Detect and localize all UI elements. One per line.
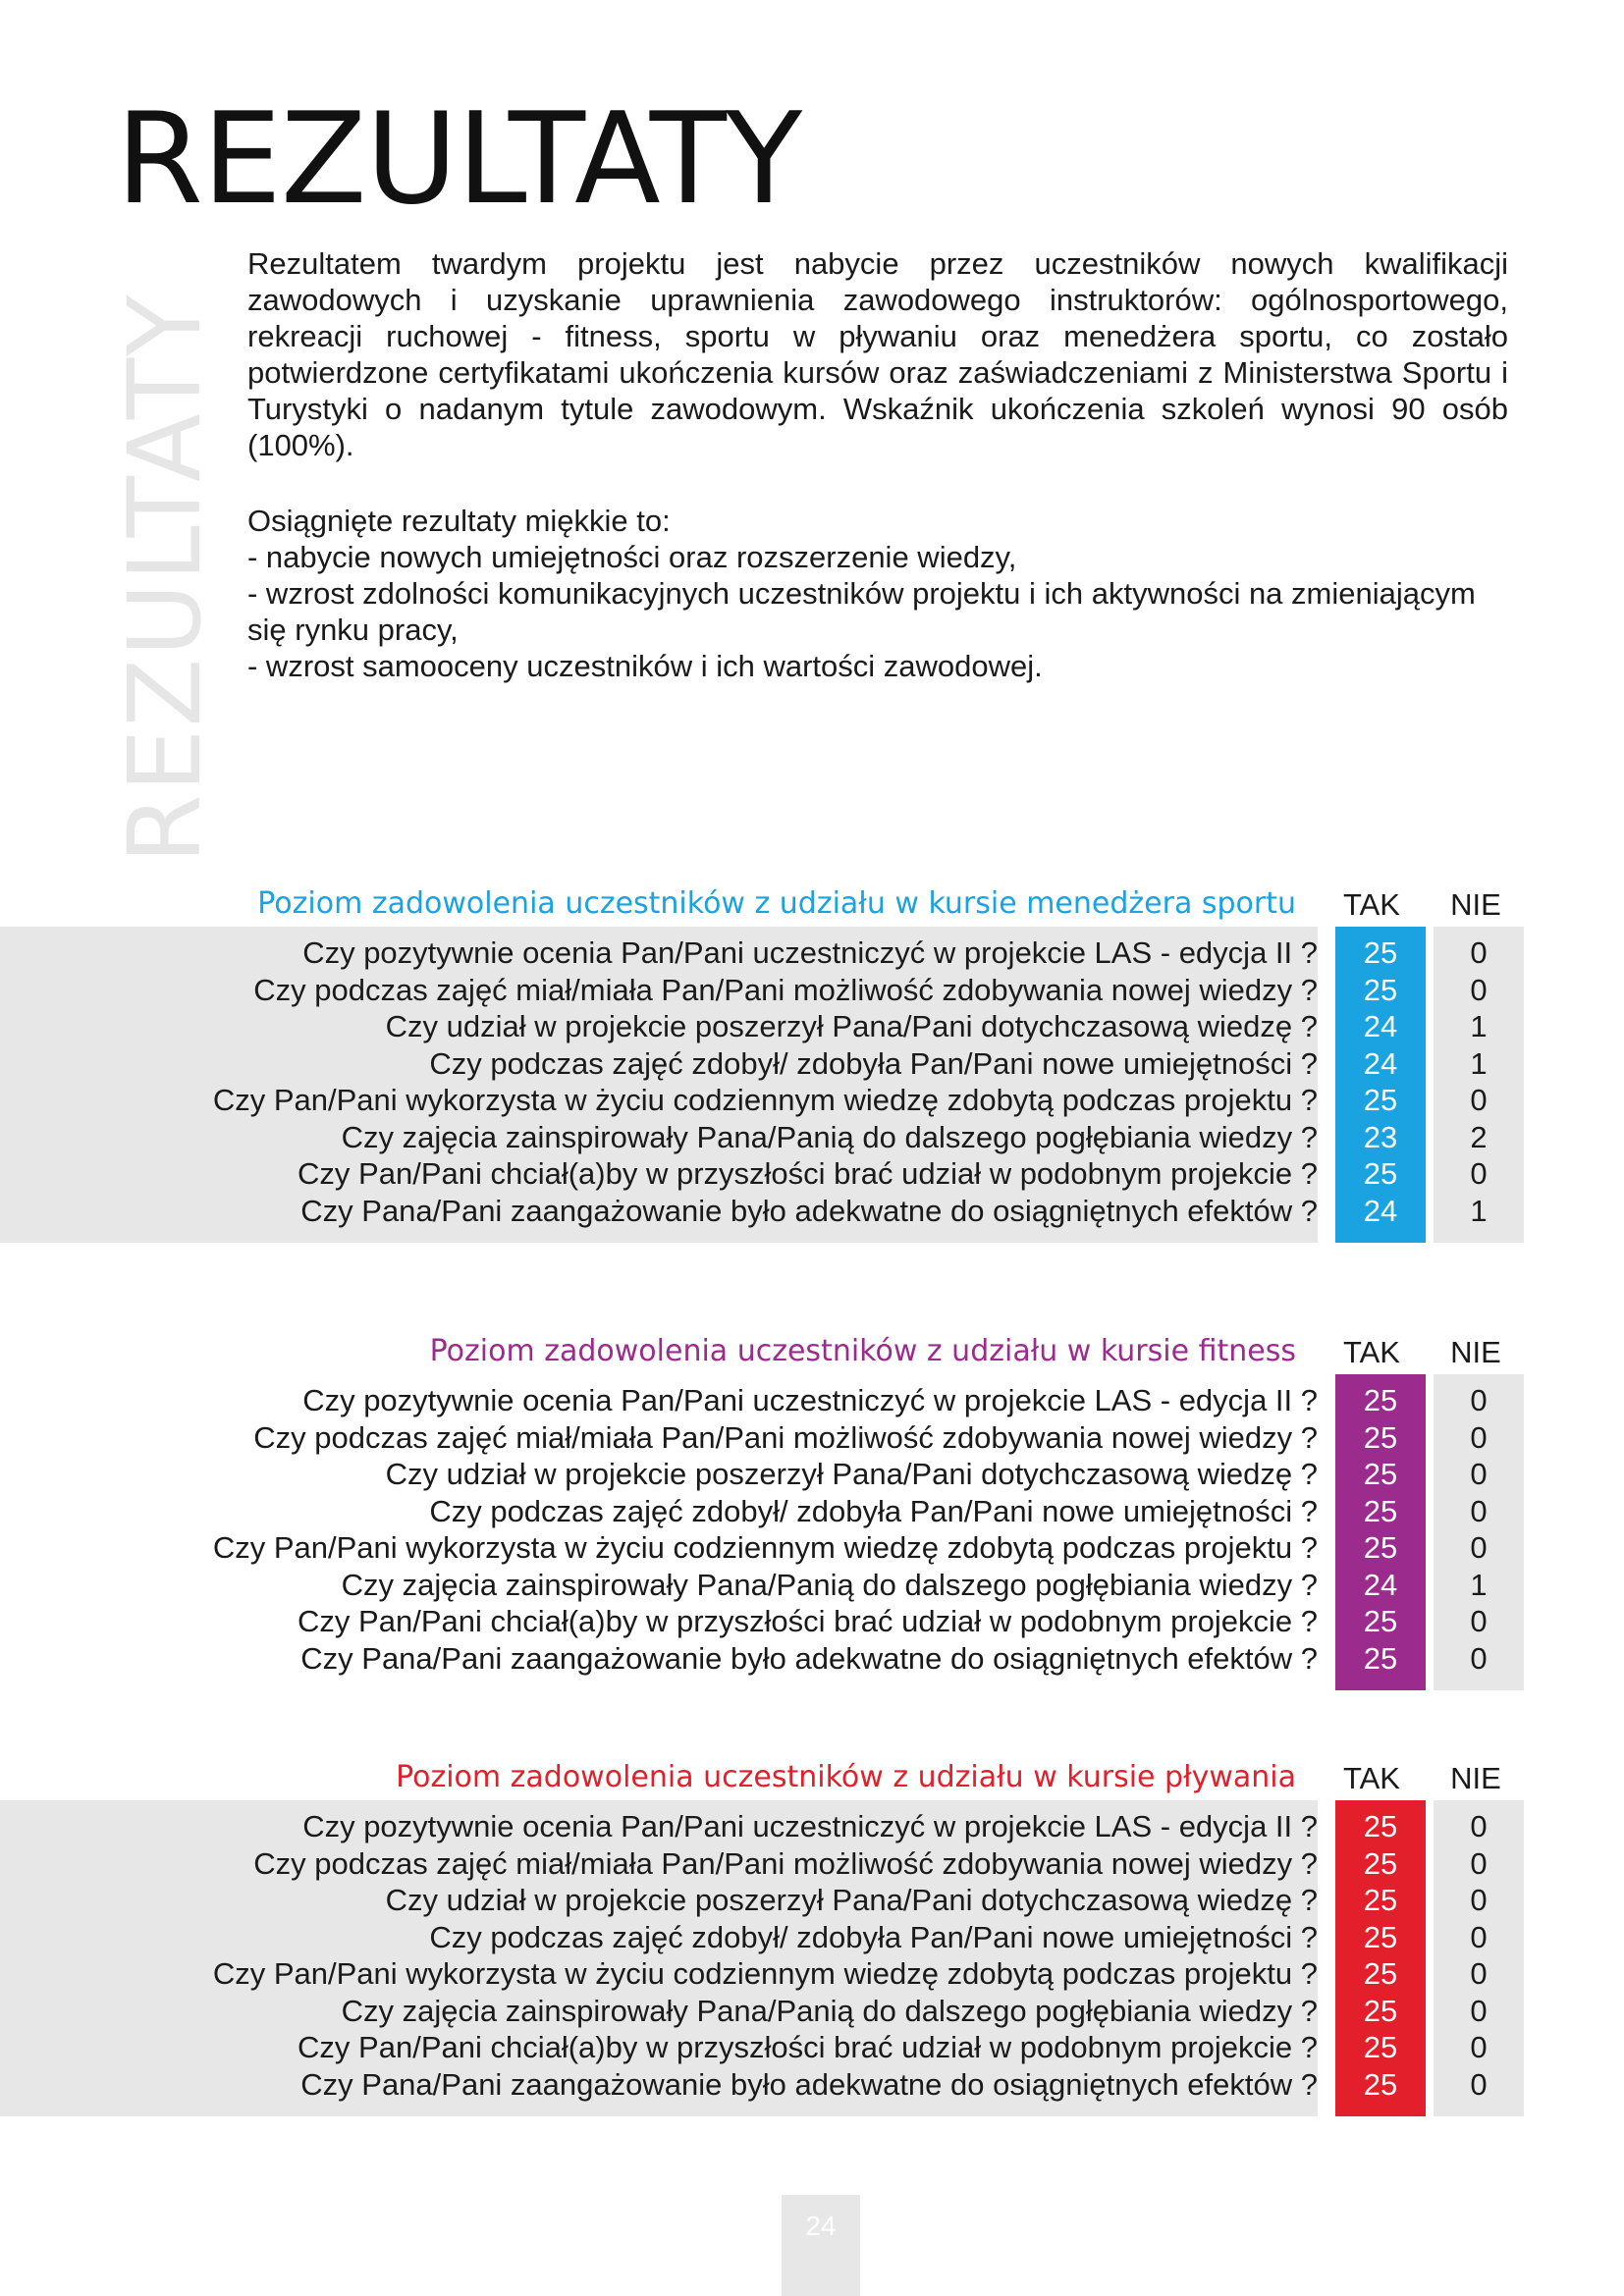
- table-row: [0, 1045, 1624, 1083]
- section-header: [0, 1319, 1624, 1374]
- question-text: Czy podczas zajęć zdobył/ zdobyła Pan/Pani nowe umiejętności ?: [429, 1045, 1318, 1081]
- soft-results-heading: Osiągnięte rezultaty miękkie to:: [247, 504, 671, 538]
- column-header-nie: NIE: [1450, 887, 1501, 922]
- side-title-watermark: REZULTATY: [107, 293, 224, 864]
- tak-value: 23: [1363, 1119, 1398, 1154]
- tak-value: 24: [1363, 1193, 1398, 1228]
- table-row: [0, 1955, 1624, 1993]
- tak-value: 25: [1363, 1956, 1398, 1991]
- tak-value: 25: [1363, 1640, 1398, 1676]
- section-manager: [0, 872, 1624, 1243]
- tak-value: 25: [1363, 1383, 1398, 1417]
- page-number: 24: [805, 2211, 837, 2241]
- question-text: Czy pozytywnie ocenia Pan/Pani uczestniczyć w projekcie LAS - edycja II ?: [302, 935, 1318, 970]
- section-table: [0, 927, 1624, 1243]
- table-row: [0, 1882, 1624, 1919]
- tak-value: 25: [1363, 2066, 1398, 2102]
- question-text: Czy Pan/Pani wykorzysta w życiu codziennym wiedzę zdobytą podczas projektu ?: [212, 1956, 1318, 1991]
- table-row: [0, 1993, 1624, 2030]
- page-number-box: [782, 2195, 860, 2296]
- question-text: Czy Pan/Pani chciał(a)by w przyszłości brać udział w podobnym projekcie ?: [298, 1604, 1318, 1638]
- question-text: Czy podczas zajęć miał/miała Pan/Pani możliwość zdobywania nowej wiedzy ?: [253, 1419, 1318, 1455]
- question-text: Czy pozytywnie ocenia Pan/Pani uczestniczyć w projekcie LAS - edycja II ?: [302, 1383, 1318, 1417]
- nie-value: 0: [1470, 1156, 1488, 1191]
- nie-value: 0: [1470, 2030, 1488, 2064]
- question-text: Czy Pana/Pani zaangażowanie było adekwatne do osiągniętnych efektów ?: [300, 1640, 1318, 1676]
- tak-value: 25: [1363, 1156, 1398, 1191]
- rows: [0, 934, 1624, 1229]
- soft-results: [247, 503, 1508, 684]
- tak-value: 24: [1363, 1045, 1398, 1081]
- nie-value: 0: [1470, 1919, 1488, 1954]
- column-header-nie: NIE: [1450, 1761, 1501, 1795]
- nie-value: 0: [1470, 935, 1488, 970]
- column-header-tak: TAK: [1343, 1335, 1400, 1369]
- tak-value: 25: [1363, 1083, 1398, 1117]
- section-table: [0, 1374, 1624, 1690]
- soft-results-item: - wzrost samooceny uczestników i ich wartości zawodowej.: [247, 649, 1043, 683]
- nie-value: 1: [1470, 1045, 1488, 1081]
- table-row: [0, 934, 1624, 972]
- rows: [0, 1382, 1624, 1677]
- tak-value: 24: [1363, 1567, 1398, 1602]
- tak-value: 25: [1363, 1604, 1398, 1638]
- table-row: [0, 1193, 1624, 1230]
- table-row: [0, 2066, 1624, 2104]
- nie-value: 0: [1470, 1530, 1488, 1565]
- tak-value: 25: [1363, 2030, 1398, 2064]
- nie-value: 0: [1470, 2066, 1488, 2102]
- section-title: Poziom zadowolenia uczestników z udziału w kursie menedżera sportu: [257, 886, 1296, 921]
- nie-value: 2: [1470, 1119, 1488, 1154]
- section-swimming: [0, 1745, 1624, 2116]
- nie-value: 0: [1470, 1993, 1488, 2028]
- question-text: Czy podczas zajęć zdobył/ zdobyła Pan/Pani nowe umiejętności ?: [429, 1919, 1318, 1954]
- table-row: [0, 1456, 1624, 1493]
- table-row: [0, 1419, 1624, 1457]
- nie-value: 0: [1470, 1383, 1488, 1417]
- nie-value: 0: [1470, 972, 1488, 1007]
- section-header: [0, 872, 1624, 927]
- table-row: [0, 1155, 1624, 1193]
- section-table: [0, 1800, 1624, 2116]
- question-text: Czy Pan/Pani wykorzysta w życiu codziennym wiedzę zdobytą podczas projektu ?: [212, 1083, 1318, 1117]
- tak-value: 25: [1363, 1419, 1398, 1455]
- table-row: [0, 2029, 1624, 2066]
- question-text: Czy Pan/Pani chciał(a)by w przyszłości brać udział w podobnym projekcie ?: [298, 1156, 1318, 1191]
- table-row: [0, 1493, 1624, 1530]
- intro-paragraph: Rezultatem twardym projektu jest nabycie przez uczestników nowych kwalifikacji zawodowych i uzyskanie uprawnienia zawodowego instruktorów: ogólnosportowego, rekreacji ruchowej - fitness, sportu w pływaniu oraz menedżera sportu, co zostało potwierdzone certyfikatami ukończenia kursów oraz zaświadczeniami z Ministerstwa Sportu i Turystyki o nadanym tytule zawodowym. Wskaźnik ukończenia szkoleń wynosi 90 osób (100%).: [247, 246, 1508, 462]
- table-row: [0, 1603, 1624, 1640]
- tak-value: 25: [1363, 935, 1398, 970]
- nie-value: 1: [1470, 1193, 1488, 1228]
- section-fitness: [0, 1319, 1624, 1690]
- soft-results-item: - nabycie nowych umiejętności oraz rozszerzenie wiedzy,: [247, 540, 1017, 574]
- question-text: Czy udział w projekcie poszerzył Pana/Pani dotychczasową wiedzę ?: [385, 1009, 1318, 1043]
- column-header-tak: TAK: [1343, 1761, 1400, 1795]
- tak-value: 25: [1363, 1883, 1398, 1917]
- question-text: Czy zajęcia zainspirowały Pana/Panią do dalszego pogłębiania wiedzy ?: [341, 1119, 1318, 1154]
- nie-value: 0: [1470, 1457, 1488, 1491]
- column-header-tak: TAK: [1343, 887, 1400, 922]
- question-text: Czy podczas zajęć miał/miała Pan/Pani możliwość zdobywania nowej wiedzy ?: [253, 972, 1318, 1007]
- nie-value: 1: [1470, 1567, 1488, 1602]
- table-row: [0, 1382, 1624, 1419]
- table-row: [0, 1567, 1624, 1604]
- question-text: Czy Pana/Pani zaangażowanie było adekwatne do osiągniętnych efektów ?: [300, 2066, 1318, 2102]
- tak-value: 25: [1363, 1457, 1398, 1491]
- tak-value: 25: [1363, 1845, 1398, 1881]
- nie-value: 0: [1470, 1493, 1488, 1528]
- question-text: Czy Pana/Pani zaangażowanie było adekwatne do osiągniętnych efektów ?: [300, 1193, 1318, 1228]
- question-text: Czy zajęcia zainspirowały Pana/Panią do dalszego pogłębiania wiedzy ?: [341, 1567, 1318, 1602]
- nie-value: 0: [1470, 1419, 1488, 1455]
- nie-value: 0: [1470, 1845, 1488, 1881]
- table-row: [0, 1082, 1624, 1119]
- table-row: [0, 1919, 1624, 1956]
- tak-value: 25: [1363, 972, 1398, 1007]
- question-text: Czy Pan/Pani chciał(a)by w przyszłości brać udział w podobnym projekcie ?: [298, 2030, 1318, 2064]
- nie-value: 0: [1470, 1083, 1488, 1117]
- table-row: [0, 1119, 1624, 1156]
- table-row: [0, 1845, 1624, 1883]
- question-text: Czy zajęcia zainspirowały Pana/Panią do dalszego pogłębiania wiedzy ?: [341, 1993, 1318, 2028]
- page-title: REZULTATY: [116, 86, 802, 233]
- rows: [0, 1808, 1624, 2103]
- nie-value: 0: [1470, 1883, 1488, 1917]
- tak-value: 25: [1363, 1493, 1398, 1528]
- question-text: Czy podczas zajęć miał/miała Pan/Pani możliwość zdobywania nowej wiedzy ?: [253, 1845, 1318, 1881]
- nie-value: 0: [1470, 1956, 1488, 1991]
- section-header: [0, 1745, 1624, 1800]
- tak-value: 25: [1363, 1993, 1398, 2028]
- question-text: Czy pozytywnie ocenia Pan/Pani uczestniczyć w projekcie LAS - edycja II ?: [302, 1809, 1318, 1843]
- tak-value: 25: [1363, 1530, 1398, 1565]
- tak-value: 25: [1363, 1809, 1398, 1843]
- question-text: Czy Pan/Pani wykorzysta w życiu codziennym wiedzę zdobytą podczas projektu ?: [212, 1530, 1318, 1565]
- question-text: Czy udział w projekcie poszerzył Pana/Pani dotychczasową wiedzę ?: [385, 1457, 1318, 1491]
- column-header-nie: NIE: [1450, 1335, 1501, 1369]
- tak-value: 24: [1363, 1009, 1398, 1043]
- section-title: Poziom zadowolenia uczestników z udziału w kursie fitness: [429, 1334, 1296, 1368]
- nie-value: 1: [1470, 1009, 1488, 1043]
- nie-value: 0: [1470, 1809, 1488, 1843]
- table-row: [0, 1008, 1624, 1045]
- nie-value: 0: [1470, 1604, 1488, 1638]
- question-text: Czy podczas zajęć zdobył/ zdobyła Pan/Pani nowe umiejętności ?: [429, 1493, 1318, 1528]
- tak-value: 25: [1363, 1919, 1398, 1954]
- table-row: [0, 1529, 1624, 1567]
- table-row: [0, 972, 1624, 1009]
- nie-value: 0: [1470, 1640, 1488, 1676]
- soft-results-item: - wzrost zdolności komunikacyjnych uczestników projektu i ich aktywności na zmieniającym się rynku pracy,: [247, 576, 1476, 647]
- question-text: Czy udział w projekcie poszerzył Pana/Pani dotychczasową wiedzę ?: [385, 1883, 1318, 1917]
- table-row: [0, 1808, 1624, 1845]
- section-title: Poziom zadowolenia uczestników z udziału w kursie pływania: [396, 1760, 1296, 1794]
- table-row: [0, 1640, 1624, 1678]
